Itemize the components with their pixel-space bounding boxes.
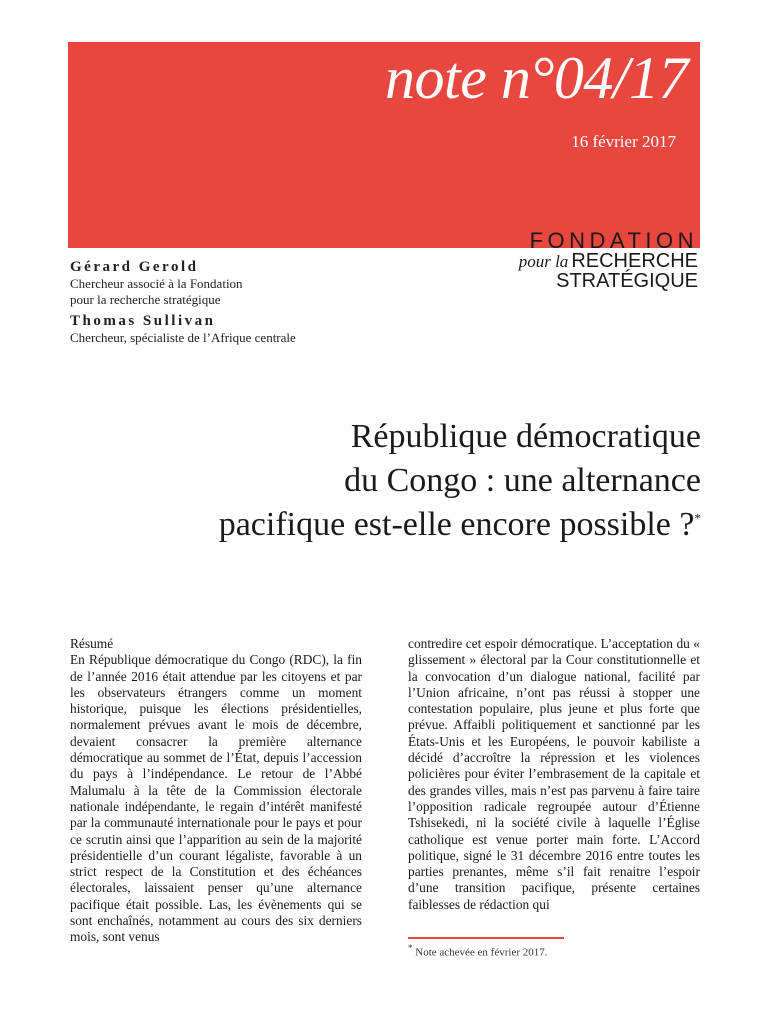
logo-line-fondation: FONDATION <box>529 228 698 253</box>
author-name: Gérard Gerold <box>70 259 199 275</box>
author-role-line: pour la recherche stratégique <box>70 292 221 307</box>
title-line: du Congo : une alternance <box>344 462 701 499</box>
body-column-left <box>70 636 362 946</box>
authors-block <box>70 258 430 350</box>
body-paragraph-right: contredire cet espoir démocratique. L’acceptation du « glissement » électoral par la Cour constitutionnelle et la convocation d’un dialogue national, facilité par l’Union africaine, n’ont pas réussi à stopper une contestation populaire, plus jeune et plus forte que prévue. Affaibli politiquement et sanctionné par les États-Unis et les Européens, le pouvoir kabiliste a décidé d’accroître la répression et les violences policières pour éviter l’embrasement de la capitale et des grandes villes, mais n’est pas parvenu à faire taire l’opposition radicale regroupée autour d’Étienne Tshisekedi, ni la société civile à laquelle l’Église catholique est venue porter main forte. L’Accord politique, signé le 31 décembre 2016 entre toutes les parties prenantes, même s’il fait renaitre l’espoir d’une transition pacifique, présente certaines faiblesses de rédaction qui <box>408 636 700 912</box>
title-line: République démocratique <box>350 418 701 455</box>
body-paragraph-left: En République démocratique du Congo (RDC), la fin de l’année 2016 était attendue par les citoyens et par les observateurs étrangers comme un moment historique, puisque les élections présidentielles, normalement prévues avant le mois de décembre, devaient consacrer la première alternance démocratique au sommet de l’État, depuis l’accession du pays à l’indépendance. Le retour de l’Abbé Malumalu à la tête de la Commission électorale nationale indépendante, le regain d’intérêt manifesté par la communauté internationale pour le pays et pour ce scrutin ainsi que l’apparition au sein de la majorité présidentielle d’un courant légaliste, favorable à un strict respect de la Constitution et des échéances électorales, laissaient penser qu’une alternance pacifique était possible. Las, les évènements qui se sont enchaînés, notamment au cours des six derniers mois, sont venus <box>70 652 362 945</box>
header-band <box>68 42 700 248</box>
body-column-right <box>408 636 700 913</box>
note-number-title: note n°04/17 <box>385 45 688 111</box>
fondation-logo <box>438 230 698 296</box>
footnote-text: Note achevée en février 2017. <box>415 946 548 959</box>
logo-recherche: RECHERCHE <box>571 250 698 272</box>
logo-pour-la: pour la <box>518 252 569 271</box>
author-name: Thomas Sullivan <box>70 313 216 329</box>
note-date: 16 février 2017 <box>571 132 676 151</box>
logo-line-recherche <box>519 251 698 271</box>
title-line-text: pacifique est-elle encore possible ? <box>218 506 695 543</box>
title-footnote-mark: * <box>694 510 701 526</box>
author-role-line: Chercheur, spécialiste de l’Afrique centrale <box>70 330 296 345</box>
author-role-line: Chercheur associé à la Fondation <box>70 276 243 291</box>
author-role <box>70 276 430 308</box>
resume-heading: Résumé <box>70 636 114 651</box>
footnote-divider <box>408 937 564 939</box>
author-role <box>70 330 430 346</box>
footnote-mark: * <box>408 943 413 953</box>
footnote <box>408 943 548 959</box>
logo-line-strategique: STRATÉGIQUE <box>556 270 698 292</box>
title-line-last <box>101 503 701 547</box>
document-title <box>101 415 701 547</box>
